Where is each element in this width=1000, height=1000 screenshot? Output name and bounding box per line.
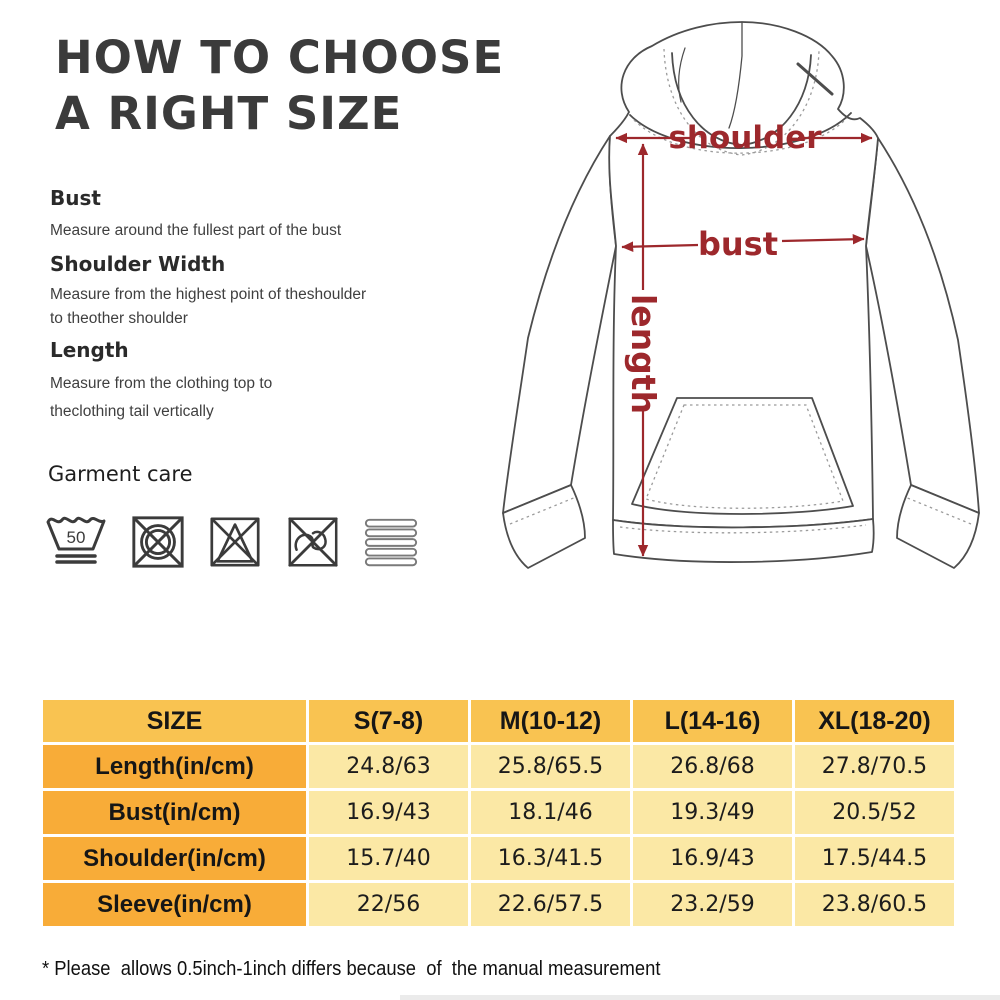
size-table-value-0-1: 25.8/65.5 bbox=[471, 745, 630, 788]
garment-care-label: Garment care bbox=[48, 462, 193, 486]
size-table-row-label-1: Bust(in/cm) bbox=[43, 791, 306, 834]
bust-description: Measure around the fullest part of the bust bbox=[50, 222, 342, 239]
size-table-value-2-3: 17.5/44.5 bbox=[795, 837, 954, 880]
bottom-edge-strip bbox=[400, 995, 1000, 1000]
shoulder-width-heading: Shoulder Width bbox=[50, 252, 226, 276]
size-table-value-2-2: 16.9/43 bbox=[633, 837, 792, 880]
do-not-bleach-icon bbox=[206, 513, 264, 571]
size-table-value-0-3: 27.8/70.5 bbox=[795, 745, 954, 788]
shoulder-measure-label: shoulder bbox=[668, 120, 822, 156]
length-measure-label: length bbox=[624, 294, 663, 415]
wash-at-50-icon bbox=[44, 509, 108, 571]
length-description: Measure from the clothing top to theclothing tail vertically bbox=[50, 375, 273, 420]
table-row bbox=[43, 883, 954, 926]
size-table-value-3-1: 22.6/57.5 bbox=[471, 883, 630, 926]
size-table-column-header-3: XL(18-20) bbox=[795, 700, 954, 742]
size-table-column-header-2: L(14-16) bbox=[633, 700, 792, 742]
table-row bbox=[43, 791, 954, 834]
size-table-value-2-1: 16.3/41.5 bbox=[471, 837, 630, 880]
size-table-value-1-0: 16.9/43 bbox=[309, 791, 468, 834]
size-table-corner-header: SIZE bbox=[43, 700, 306, 742]
measurement-footnote: * Please allows 0.5inch-1inch differs because of the manual measurement bbox=[42, 958, 661, 980]
length-heading: Length bbox=[50, 338, 129, 362]
bust-heading: Bust bbox=[50, 186, 101, 210]
size-table-value-0-0: 24.8/63 bbox=[309, 745, 468, 788]
size-table-value-1-2: 19.3/49 bbox=[633, 791, 792, 834]
table-row bbox=[43, 745, 954, 788]
size-table-value-3-0: 22/56 bbox=[309, 883, 468, 926]
size-table-value-3-2: 23.2/59 bbox=[633, 883, 792, 926]
do-not-tumble-dry-icon bbox=[129, 513, 187, 571]
size-table-value-1-3: 20.5/52 bbox=[795, 791, 954, 834]
size-table-column-header-1: M(10-12) bbox=[471, 700, 630, 742]
size-table-value-2-0: 15.7/40 bbox=[309, 837, 468, 880]
shoulder-width-description: Measure from the highest point of theshoulder to theother shoulder bbox=[50, 286, 367, 327]
size-table-row-label-2: Shoulder(in/cm) bbox=[43, 837, 306, 880]
bust-measure-label: bust bbox=[697, 225, 779, 263]
size-table-value-3-3: 23.8/60.5 bbox=[795, 883, 954, 926]
size-table-row-label-0: Length(in/cm) bbox=[43, 745, 306, 788]
hoodie-measurement-diagram bbox=[480, 8, 1000, 608]
wash-temp-label: 50 bbox=[66, 528, 86, 547]
size-table-column-header-0: S(7-8) bbox=[309, 700, 468, 742]
hoodie-outline bbox=[503, 22, 979, 568]
page-title-line2: A RIGHT SIZE bbox=[55, 87, 403, 140]
size-table bbox=[40, 697, 957, 929]
dry-flat-icon bbox=[362, 517, 420, 569]
size-table-row-label-3: Sleeve(in/cm) bbox=[43, 883, 306, 926]
page-title-line1: HOW TO CHOOSE bbox=[55, 31, 505, 84]
page-title bbox=[55, 30, 504, 142]
do-not-wring-icon bbox=[284, 513, 342, 571]
size-table-value-1-1: 18.1/46 bbox=[471, 791, 630, 834]
size-table-value-0-2: 26.8/68 bbox=[633, 745, 792, 788]
table-row bbox=[43, 837, 954, 880]
